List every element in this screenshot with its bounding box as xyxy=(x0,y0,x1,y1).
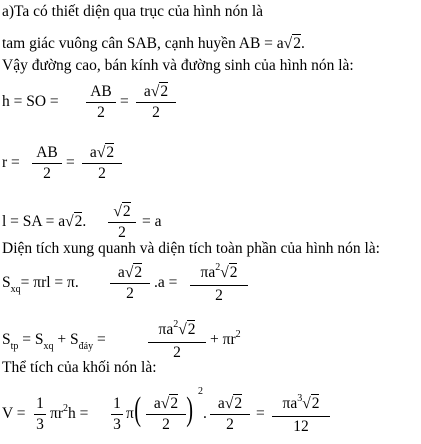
total-area-lhs xyxy=(2,331,106,352)
sqrt-sign: √ xyxy=(124,264,134,281)
radicand: 2 xyxy=(187,321,196,338)
fraction-numerator: AB xyxy=(36,144,58,161)
sqrt-sign: √ xyxy=(160,395,170,412)
fraction-denominator: 2 xyxy=(173,344,181,361)
intro-line-1: a)Ta có thiết diện qua trục của hình nón là xyxy=(2,3,264,20)
fraction-numerator xyxy=(272,395,330,415)
area-heading: Diện tích xung quanh và diện tích toàn phần của hình nón là: xyxy=(2,240,380,257)
equals-S: = S xyxy=(22,331,44,348)
pi-a: πa xyxy=(282,395,298,412)
fraction-numerator xyxy=(136,83,176,101)
radicand: 2 xyxy=(234,395,243,412)
superscript: 2 xyxy=(173,319,179,330)
radicand: 2 xyxy=(229,264,238,281)
sqrt-sign: √ xyxy=(302,395,311,412)
radicand: 2 xyxy=(122,203,131,220)
pi-r: πr xyxy=(50,405,63,422)
equals-sign: = xyxy=(256,405,265,422)
subscript: đáy xyxy=(78,341,94,352)
fraction-denominator: 2 xyxy=(43,165,51,182)
lateral-area-fraction-1 xyxy=(110,264,150,303)
equals-sign: = xyxy=(66,154,75,171)
lateral-area-mid: = πrl = π. xyxy=(20,274,79,291)
radius-fraction-ab xyxy=(32,144,62,183)
fraction-denominator: 12 xyxy=(293,418,309,435)
lateral-area-lhs xyxy=(2,274,79,295)
volume-fraction-2 xyxy=(111,395,123,434)
var-a: a xyxy=(117,264,125,281)
volume-fraction-3 xyxy=(210,395,250,434)
dot-a-equals: .a = xyxy=(154,274,178,291)
radicand: 2 xyxy=(311,395,320,412)
var-a: a xyxy=(143,83,151,100)
fraction-denominator: 2 xyxy=(98,165,106,182)
fraction-bar xyxy=(136,102,176,103)
fraction-numerator xyxy=(82,144,122,162)
fraction-bar xyxy=(148,342,206,343)
intro-line-2 xyxy=(2,35,305,53)
total-area-fraction xyxy=(148,321,206,362)
volume-lhs: V = xyxy=(2,405,26,422)
dot-operator: . xyxy=(82,213,87,230)
radicand: 2 xyxy=(74,213,83,230)
fraction-numerator: 1 xyxy=(113,395,121,412)
fraction-denominator: 2 xyxy=(126,285,134,302)
fraction-bar xyxy=(146,414,186,415)
pi-a: πa xyxy=(158,321,174,338)
fraction-bar xyxy=(110,283,150,284)
fraction-denominator: 2 xyxy=(226,416,234,433)
height-fraction-radical xyxy=(136,83,176,122)
radicand: 2 xyxy=(160,83,169,100)
equals-sign: = xyxy=(96,331,106,348)
fraction-denominator: 3 xyxy=(36,416,44,433)
fraction-bar xyxy=(32,163,62,164)
lateral-area-fraction-2 xyxy=(190,264,248,305)
var-S: S xyxy=(2,331,11,348)
fraction-numerator xyxy=(210,395,250,413)
volume-mid xyxy=(50,405,88,423)
slant-rhs: = a xyxy=(142,213,162,230)
fraction-denominator: 2 xyxy=(152,104,160,121)
slant-lhs xyxy=(2,213,86,231)
radicand: 2 xyxy=(170,395,179,412)
var-a: a xyxy=(153,395,161,412)
subscript: tp xyxy=(10,341,19,352)
fraction-bar xyxy=(34,414,46,415)
total-area-tail xyxy=(210,331,241,349)
fraction-bar xyxy=(86,102,116,103)
intro-line-2-text: tam giác vuông cân SAB, cạnh huyền AB = a xyxy=(2,35,284,52)
slant-lhs-text: l = SA = a xyxy=(2,213,66,230)
fraction-bar xyxy=(111,414,123,415)
pi-symbol: π xyxy=(126,405,134,422)
sqrt-sign: √ xyxy=(113,203,122,220)
var-a: a xyxy=(89,144,97,161)
subscript: xq xyxy=(10,284,21,295)
radius-lhs: r = xyxy=(2,154,20,171)
fraction-denominator: 2 xyxy=(97,104,105,121)
var-S: S xyxy=(2,274,11,291)
fraction-denominator: 3 xyxy=(113,416,121,433)
height-lhs: h = SO = xyxy=(2,93,59,110)
intro-line-3: Vậy đường cao, bán kính và đường sinh của hình nón là: xyxy=(2,57,354,74)
volume-paren-fraction xyxy=(146,395,186,434)
fraction-numerator: AB xyxy=(90,83,112,100)
sqrt-sign: √ xyxy=(96,144,106,161)
superscript: 2 xyxy=(215,262,221,273)
superscript: 2 xyxy=(63,403,68,414)
fraction-bar xyxy=(108,222,136,223)
var-a: a xyxy=(217,395,225,412)
radicand: 2 xyxy=(106,144,115,161)
sqrt-sign: √ xyxy=(178,321,187,338)
sqrt-sign: √ xyxy=(220,264,229,281)
fraction-numerator xyxy=(110,264,150,282)
sqrt-sign: √ xyxy=(150,83,160,100)
superscript: 2 xyxy=(235,329,241,340)
right-paren: ) xyxy=(186,391,194,428)
plus-pi-r: + πr xyxy=(210,331,236,348)
fraction-bar xyxy=(210,414,250,415)
superscript: 3 xyxy=(297,393,303,404)
sqrt-sign: √ xyxy=(65,213,74,230)
intro-line-2-radicand: 2 xyxy=(293,35,301,52)
plus-S: + S xyxy=(57,331,79,348)
fraction-numerator xyxy=(108,203,136,221)
subscript: xq xyxy=(43,341,54,352)
intro-line-2-period: . xyxy=(300,35,305,52)
volume-fraction-4 xyxy=(272,395,330,436)
fraction-numerator xyxy=(146,395,186,413)
volume-fraction-1 xyxy=(34,395,46,434)
fraction-bar xyxy=(82,163,122,164)
fraction-bar xyxy=(190,285,248,286)
height-fraction-ab xyxy=(86,83,116,122)
h-equals: h = xyxy=(68,405,89,422)
sqrt-sign: √ xyxy=(224,395,234,412)
fraction-numerator xyxy=(148,321,206,341)
fraction-denominator: 2 xyxy=(215,287,223,304)
paren-superscript: 2 xyxy=(198,386,203,397)
equals-sign: = xyxy=(120,93,129,110)
fraction-bar xyxy=(272,416,330,417)
pi-a: πa xyxy=(200,264,216,281)
dot-operator: . xyxy=(203,405,207,422)
fraction-numerator: 1 xyxy=(36,395,44,412)
radicand: 2 xyxy=(134,264,143,281)
slant-fraction xyxy=(108,203,136,242)
left-paren: ( xyxy=(134,391,142,428)
fraction-numerator xyxy=(190,264,248,284)
sqrt-sign: √ xyxy=(283,35,293,52)
volume-heading: Thể tích của khối nón là: xyxy=(2,359,157,376)
fraction-denominator: 2 xyxy=(162,416,170,433)
fraction-denominator: 2 xyxy=(118,224,126,241)
radius-fraction-radical xyxy=(82,144,122,183)
